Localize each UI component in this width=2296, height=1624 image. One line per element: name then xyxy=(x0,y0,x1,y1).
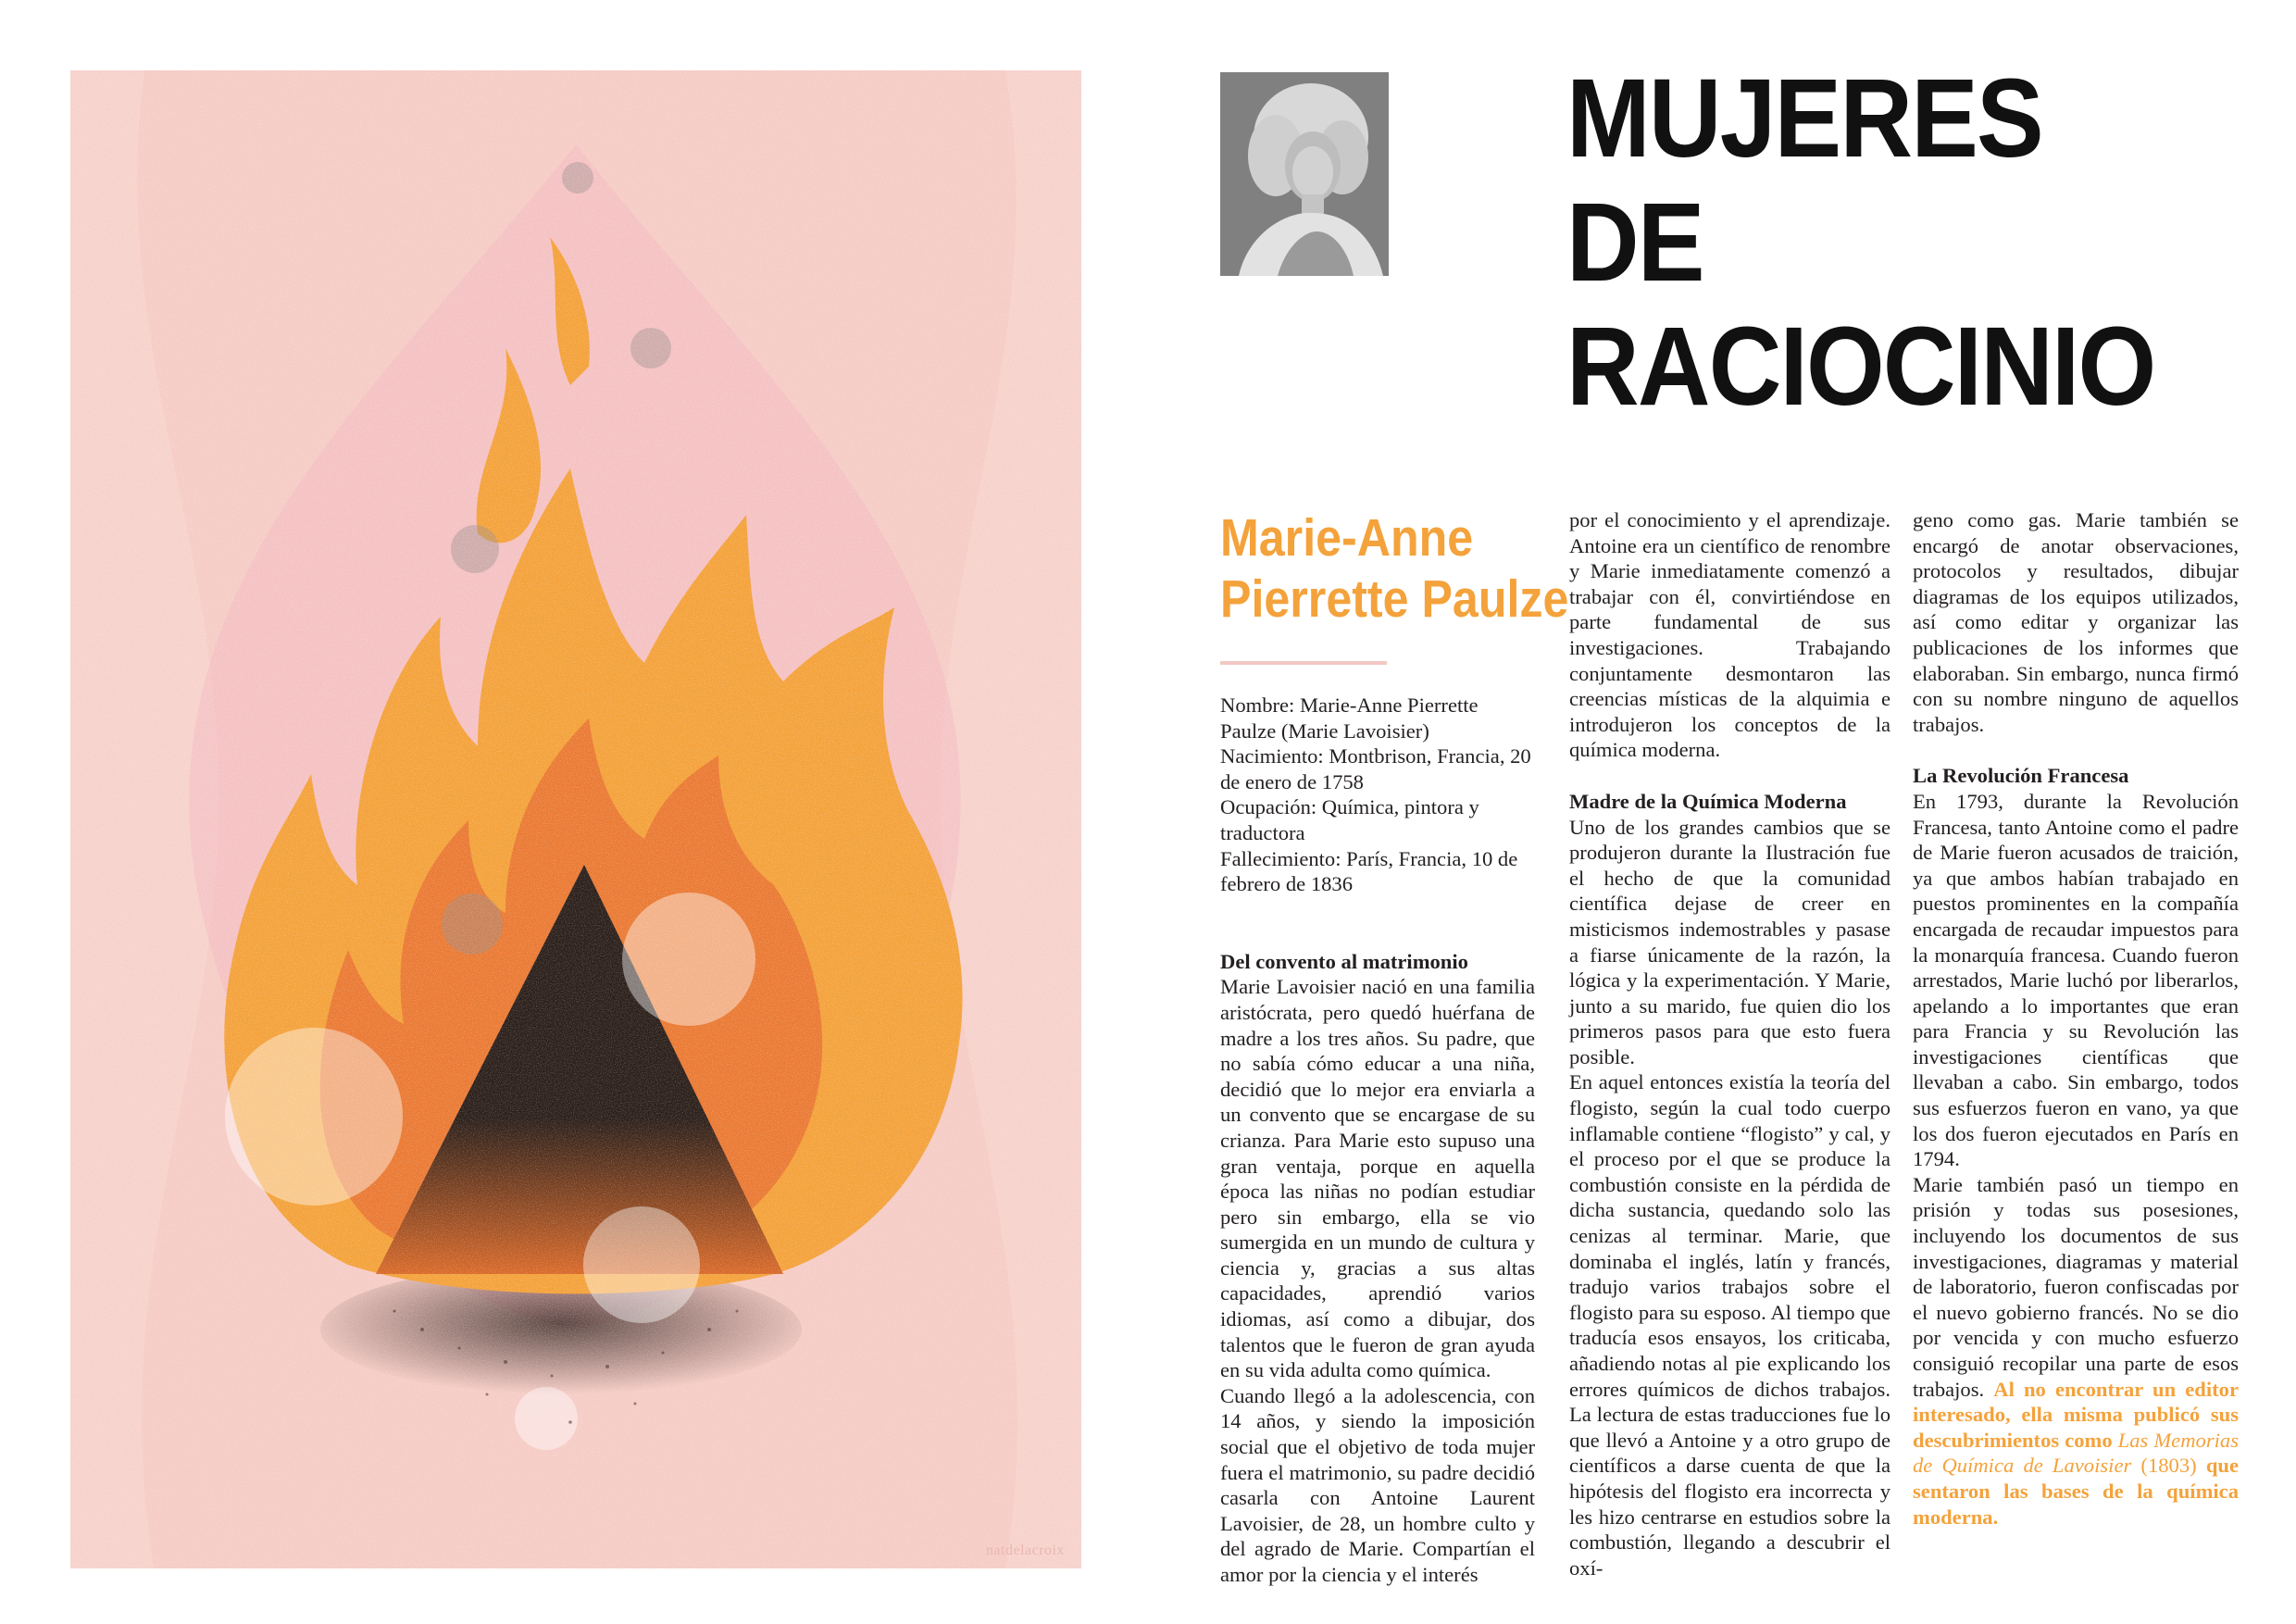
fact-death: Fallecimiento: París, Francia, 10 de febrero de 1836 xyxy=(1220,846,1518,896)
person-name-line1: Marie-Anne xyxy=(1220,508,1474,568)
person-name xyxy=(1220,507,1569,630)
text-column-1 xyxy=(1220,693,1535,1588)
paragraph: Uno de los grandes cambios que se produjeron durante la Ilustración fue el hecho de que la comunidad científica dejase de creer en misticismos indemostrables y pasase a fiarse únicamente de la razón, la lógica y la experimentación. Y Marie, junto a su marido, fue quien dio los primeros pasos para que esto fuera posible. xyxy=(1569,815,1890,1068)
section-heading-revolucion: La Revolución Francesa xyxy=(1913,764,2129,788)
fact-birth: Nacimiento: Montbrison, Francia, 20 de enero de 1758 xyxy=(1220,744,1531,793)
section-heading-convento: Del convento al matrimonio xyxy=(1220,949,1468,973)
highlight-part: Al no encontrar un editor interesado, ella misma publicó sus descubrimientos como xyxy=(1913,1377,2239,1452)
paragraph: por el conocimiento y el aprendizaje. Antoine era un científico de renombre y Marie inmediatamente comenzó a trabajar con él, convirtiéndose en parte fundamental de sus investigaciones. Trabajando conjuntamente desmontaron las creencias místicas de la alquimia e introdujeron los conceptos de la química moderna. xyxy=(1569,508,1890,762)
fact-name: Nombre: Marie-Anne Pierrette Paulze (Marie Lavoisier) xyxy=(1220,693,1479,743)
name-divider xyxy=(1220,661,1387,665)
text-column-3 xyxy=(1913,507,2239,1530)
book-title: Las Memorias de Química de Lavoisier xyxy=(1913,1428,2239,1478)
main-title-line1: MUJERES xyxy=(1566,55,2042,181)
person-name-line2: Pierrette Paulze xyxy=(1220,569,1569,629)
paragraph xyxy=(1913,1172,2239,1530)
artist-signature: natdelacroix xyxy=(985,1543,1065,1558)
fact-occupation: Ocupación: Química, pintora y traductora xyxy=(1220,795,1479,844)
section-heading-madre: Madre de la Química Moderna xyxy=(1569,789,1847,813)
main-title xyxy=(1566,56,2223,428)
paragraph: En 1793, durante la Revolución Francesa, tanto Antoine como el padre de Marie fueron acusados de traición, ya que ambos habían trabajado en puestos prominentes en la compañía encargada de recaudar impuestos para la monarquía francesa. Cuando fueron arrestados, Marie luchó por liberarlos, apelando a lo importantes que eran para Francia y su Revolución las investigaciones científicas que llevaban a cabo. Sin embargo, todos sus esfuerzos fueron en vano, ya que los dos fueron ejecutados en París en 1794. xyxy=(1913,789,2239,1171)
book-year: (1803) xyxy=(2131,1454,2206,1478)
text-column-2 xyxy=(1569,507,1890,1580)
main-title-line2: DE RACIOCINIO xyxy=(1566,179,2155,429)
portrait-image xyxy=(1220,72,1389,276)
fire-illustration xyxy=(70,70,1081,1568)
highlight-part: que sentaron las bases de la química moderna. xyxy=(1913,1454,2239,1529)
paragraph: Cuando llegó a la adolescencia, con 14 años, y siendo la imposición social que el objetivo de toda mujer fuera el matrimonio, su padre decidió casarla con Antoine Laurent Lavoisier, de 28, un hombre culto y del agrado de Marie. Compartían el amor por la ciencia y el interés xyxy=(1220,1383,1535,1586)
paragraph: En aquel entonces existía la teoría del flogisto, según la cual todo cuerpo inflamable contiene “flogisto” y cal, y el proceso por el que se produce la combustión consiste en la pérdida de dicha sustancia, quedando solo las cenizas al terminar. Marie, que dominaba el inglés, latín y francés, tradujo varios trabajos sobre el flogisto para su esposo. Al tiempo que traducía esos ensayos, los criticaba, añadiendo notas al pie explicando los errores químicos de dichos trabajos. La lectura de estas traducciones fue lo que llevó a Antoine y a otro grupo de científicos a darse cuenta de que la hipótesis del flogisto era incorrecta y les hizo centrarse en estudios sobre la combustión, llegando a descubrir el oxí- xyxy=(1569,1070,1890,1580)
paragraph: Marie Lavoisier nació en una familia aristócrata, pero quedó huérfana de madre a los tres años. Su padre, que no sabía cómo educar a una niña, decidió que lo mejor era enviarla a un convento que se encargase de su crianza. Para Marie esto supuso una gran ventaja, porque en aquella época las niñas no podían estudiar pero sin embargo, ella se vio sumergida en un mundo de cultura y ciencia y, gracias a sus altas capacidades, aprendió varios idiomas, así como a dibujar, dos talentos que le fueron de gran ayuda en su vida adulta como química. xyxy=(1220,975,1535,1382)
paragraph-text: Marie también pasó un tiempo en prisión y todas sus posesiones, incluyendo los documentos de sus investigaciones, diagramas y material de laboratorio, fueron confiscadas por el nuevo gobierno francés. No se dio por vencida y con mucho esfuerzo consiguió recopilar una parte de esos trabajos. xyxy=(1913,1172,2239,1401)
paragraph: geno como gas. Marie también se encargó de anotar observaciones, protocolos y resultados, dibujar diagramas de los equipos utilizados, así como editar y organizar las publicaciones de los informes que elaboraban. Sin embargo, nunca firmó con su nombre ninguno de aquellos trabajos. xyxy=(1913,508,2239,736)
